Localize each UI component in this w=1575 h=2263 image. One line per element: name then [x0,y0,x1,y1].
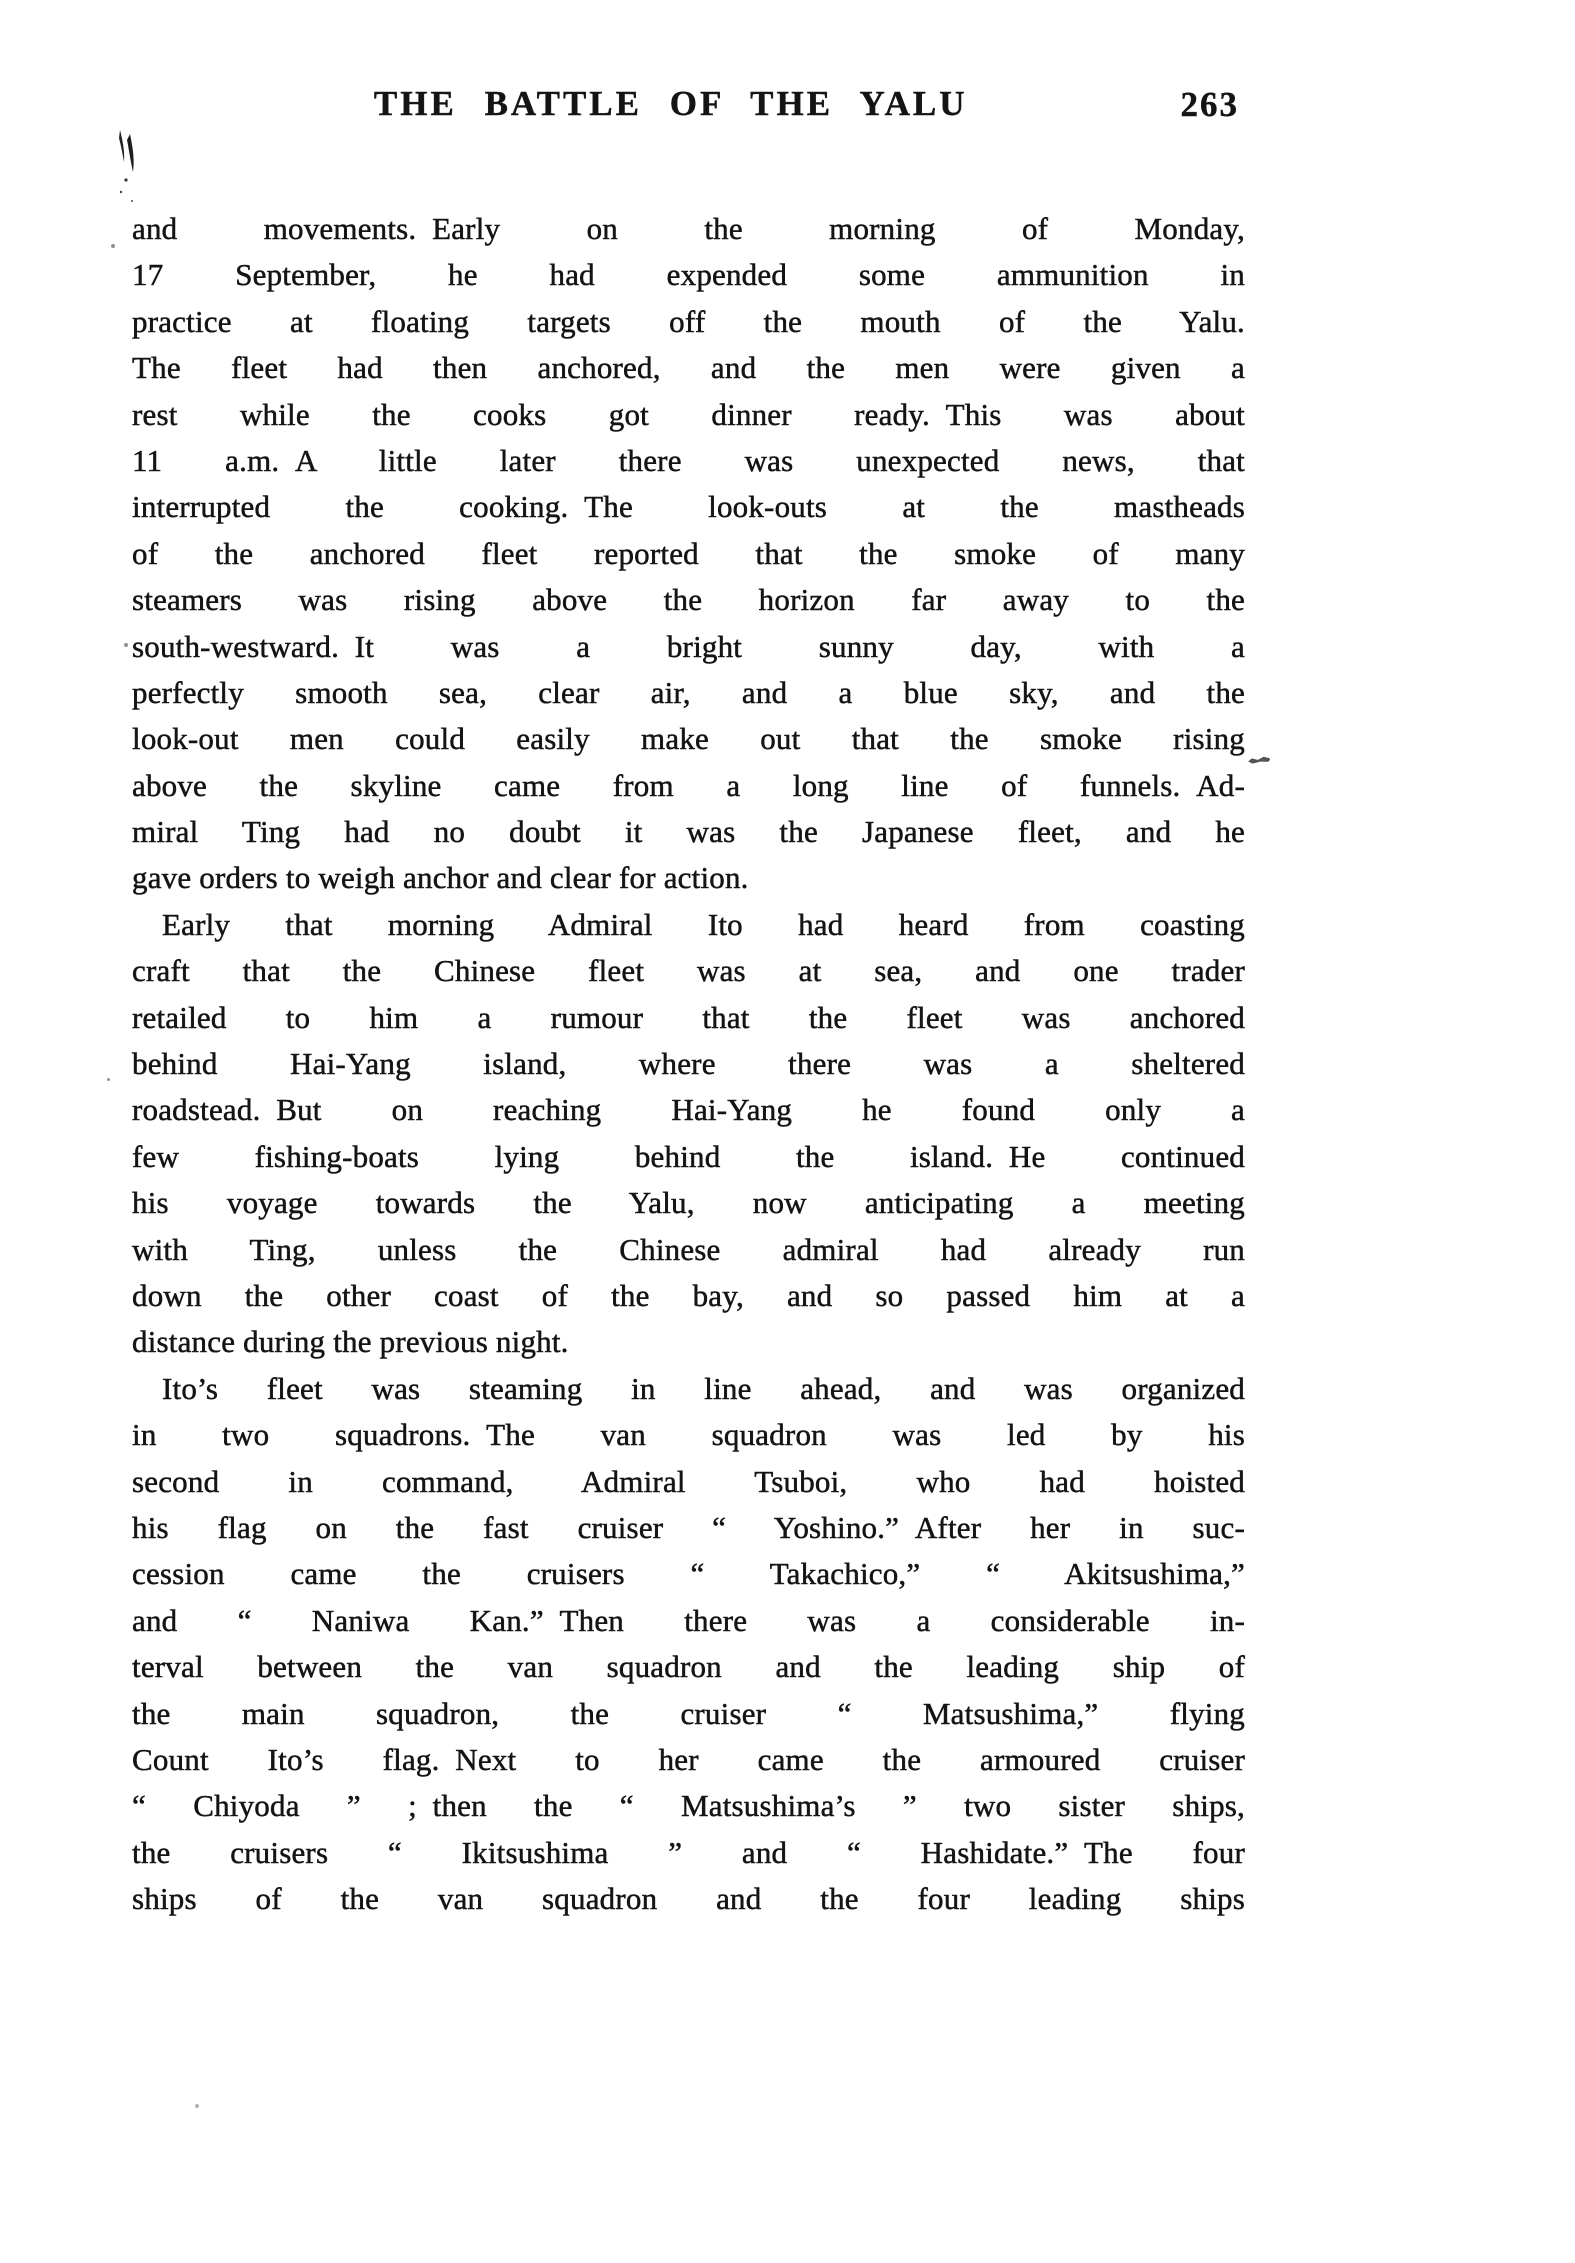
text-line: of the anchored fleet reported that the smoke of many [132,535,1245,571]
scan-speck [111,244,115,248]
text-line: ships of the van squadron and the four leading ships [132,1881,1245,1917]
text-line: in two squadrons. The van squadron was led by his [132,1417,1245,1453]
text-line: steamers was rising above the horizon far away to the [132,582,1245,618]
text-line: miral Ting had no doubt it was the Japanese fleet, and he [132,814,1245,850]
text-line: Ito’s fleet was steaming in line ahead, and was organized [162,1370,1245,1406]
scan-speck [124,643,128,647]
text-line: the main squadron, the cruiser “ Matsushima,” flying [132,1695,1245,1731]
text-line: look-out men could easily make out that the smoke rising [132,721,1245,757]
text-line: retailed to him a rumour that the fleet was anchored [132,999,1245,1035]
text-line: terval between the van squadron and the leading ship of [132,1649,1245,1685]
ink-smudge-artifact [112,128,146,204]
text-line: The fleet had then anchored, and the men were given a [132,350,1245,386]
text-line: interrupted the cooking. The look-outs at the mastheads [132,489,1245,525]
text-line: rest while the cooks got dinner ready. This was about [132,396,1245,432]
text-line: practice at floating targets off the mouth of the Yalu. [132,303,1245,339]
text-line: behind Hai-Yang island, where there was a sheltered [132,1046,1245,1082]
text-line: few fishing-boats lying behind the island. He continued [132,1138,1245,1174]
text-line: 17 September, he had expended some ammunition in [132,257,1245,293]
text-line: his voyage towards the Yalu, now anticipating a meeting [132,1185,1245,1221]
page-header [132,84,1245,132]
text-line: and movements. Early on the morning of Monday, [132,211,1245,246]
scan-speck [195,2104,199,2108]
text-line: the cruisers “ Ikitsushima ” and “ Hashidate.” The four [132,1834,1245,1870]
text-line: and “ Naniwa Kan.” Then there was a considerable in- [132,1602,1245,1638]
text-line: distance during the previous night. [132,1324,569,1360]
text-line: his flag on the fast cruiser “ Yoshino.” After her in suc- [132,1509,1245,1545]
text-line: cession came the cruisers “ Takachico,” “ Akitsushima,” [132,1556,1245,1592]
page-number: 263 [1180,85,1239,124]
ink-dash-artifact [1248,756,1271,764]
text-line: Count Ito’s flag. Next to her came the armoured cruiser [132,1741,1245,1777]
text-line: roadstead. But on reaching Hai-Yang he found only a [132,1092,1245,1128]
text-line: Early that morning Admiral Ito had heard from coasting [162,906,1245,942]
text-line: 11 a.m. A little later there was unexpected news, that [132,442,1245,478]
text-line: gave orders to weigh anchor and clear for action. [132,860,749,896]
text-line: above the skyline came from a long line of funnels. Ad- [132,767,1245,803]
text-line: craft that the Chinese fleet was at sea, and one trader [132,953,1245,989]
body-text [132,206,1245,1922]
scan-speck [107,1078,110,1081]
text-line: “ Chiyoda ” ; then the “ Matsushima’s ” two sister ships, [132,1788,1245,1824]
text-line: south-westward. It was a bright sunny day, with a [132,628,1245,664]
text-line: with Ting, unless the Chinese admiral had already run [132,1231,1245,1267]
text-line: second in command, Admiral Tsuboi, who had hoisted [132,1463,1245,1499]
text-line: perfectly smooth sea, clear air, and a blue sky, and the [132,674,1245,710]
text-line: down the other coast of the bay, and so passed him at a [132,1277,1245,1313]
running-title: THE BATTLE OF THE YALU [373,84,968,123]
